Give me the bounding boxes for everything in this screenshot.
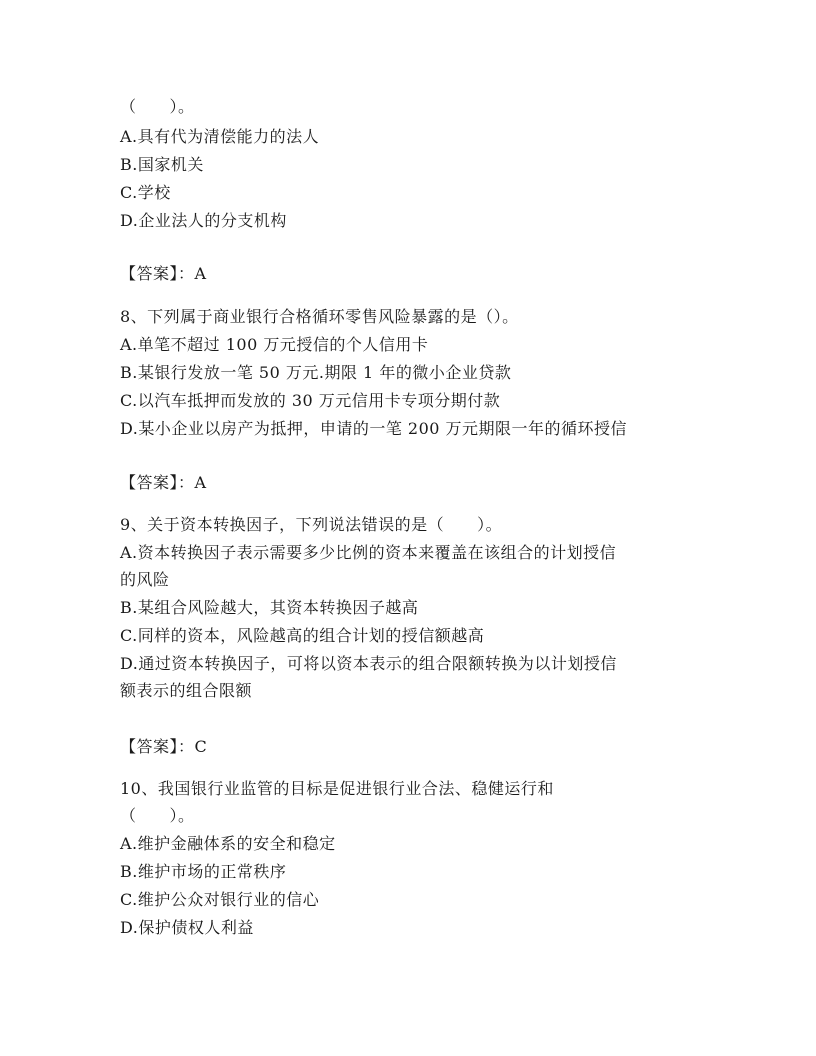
- q7-answer: 【答案】：A: [120, 264, 207, 283]
- q8-option-d: D.某小企业以房产为抵押，申请的一笔 200 万元期限一年的循环授信: [120, 419, 628, 438]
- q8-stem: 8、下列属于商业银行合格循环零售风险暴露的是（）。: [120, 307, 519, 326]
- q9-stem: 9、关于资本转换因子，下列说法错误的是（ ）。: [120, 515, 503, 534]
- q10-stem-line2: （ ）。: [120, 806, 195, 825]
- q9-option-c: C.同样的资本，风险越高的组合计划的授信额越高: [120, 626, 485, 645]
- q8-option-b: B.某银行发放一笔 50 万元.期限 1 年的微小企业贷款: [120, 363, 512, 382]
- q7-option-b: B.国家机关: [120, 155, 204, 174]
- q9-option-d-line2: 额表示的组合限额: [120, 681, 253, 700]
- q10-option-b: B.维护市场的正常秩序: [120, 862, 287, 881]
- q8-option-a: A.单笔不超过 100 万元授信的个人信用卡: [120, 335, 429, 354]
- q10-option-a: A.维护金融体系的安全和稳定: [120, 834, 336, 853]
- q7-option-a: A.具有代为清偿能力的法人: [120, 127, 320, 146]
- q7-option-c: C.学校: [120, 183, 171, 202]
- q10-option-c: C.维护公众对银行业的信心: [120, 890, 320, 909]
- q9-option-b: B.某组合风险越大，其资本转换因子越高: [120, 598, 419, 617]
- q9-option-a-line2: 的风险: [120, 570, 170, 589]
- q7-stem-tail: （ ）。: [120, 97, 195, 116]
- q9-answer: 【答案】：C: [120, 737, 208, 756]
- q9-option-d-line1: D.通过资本转换因子，可将以资本表示的组合限额转换为以计划授信: [120, 654, 617, 673]
- q9-option-a-line1: A.资本转换因子表示需要多少比例的资本来覆盖在该组合的计划授信: [120, 543, 617, 562]
- q10-stem-line1: 10、我国银行业监管的目标是促进银行业合法、稳健运行和: [120, 779, 554, 798]
- q8-answer: 【答案】：A: [120, 473, 207, 492]
- q10-option-d: D.保护债权人利益: [120, 918, 254, 937]
- q8-option-c: C.以汽车抵押而发放的 30 万元信用卡专项分期付款: [120, 391, 501, 410]
- q7-option-d: D.企业法人的分支机构: [120, 211, 287, 230]
